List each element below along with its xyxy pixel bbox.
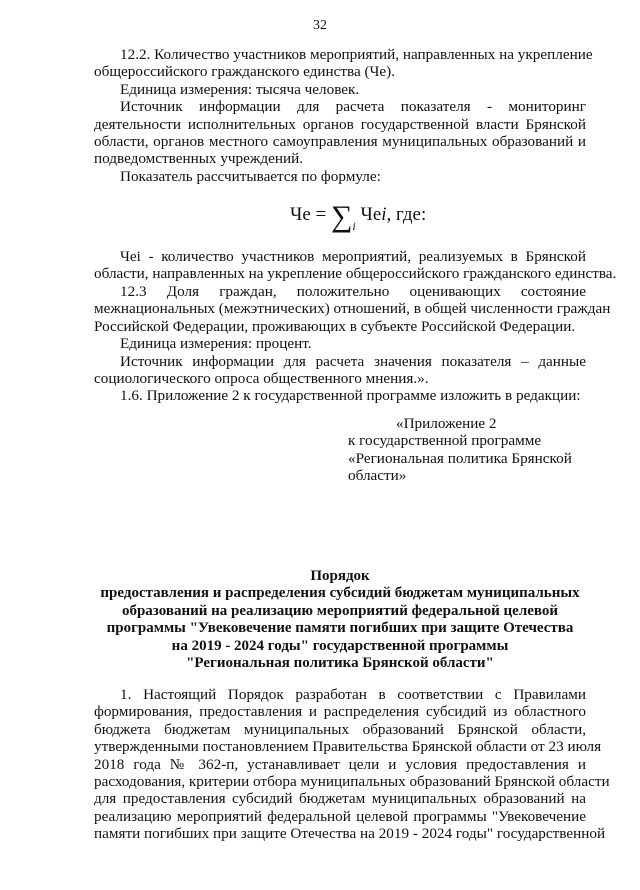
- indicator-12-2: [94, 46, 593, 185]
- title-line: предоставления и распределения субсидий бюджетам муниципальных: [100, 585, 580, 602]
- text-line: Источник информации для расчета показателя - мониторинг: [120, 98, 586, 116]
- title-line: программы "Увековечение памяти погибших при защите Отечества: [106, 620, 574, 637]
- text-line: области, органов местного самоуправления муниципальных образований и: [94, 133, 586, 151]
- title-line: "Региональная политика Брянской области": [186, 655, 494, 672]
- text-line: расходования, критерии отбора муниципальных образований Брянской области: [94, 773, 610, 791]
- text-line: для предоставления субсидий бюджетам муниципальных образований на: [94, 790, 586, 808]
- sigma-subscript: i: [352, 219, 356, 233]
- text-line: социологического опроса общественного мнения.».: [94, 370, 429, 388]
- text-line: деятельности исполнительных органов государственной власти Брянской: [94, 115, 586, 133]
- formula-intro: Показатель рассчитывается по формуле:: [120, 167, 381, 185]
- formula-term-index: i: [381, 204, 387, 225]
- text-line: 1. Настоящий Порядок разработан в соответствии с Правилами: [120, 686, 586, 703]
- formula-lhs: Че =: [290, 204, 327, 225]
- text-line: подведомственных учреждений.: [94, 150, 304, 168]
- formula: [290, 200, 426, 234]
- annex-header: [348, 415, 572, 485]
- text-line: Чеi - количество участников мероприятий, реализуемых в Брянской: [120, 248, 586, 265]
- title-line: образований на реализацию мероприятий федеральной целевой: [121, 602, 559, 619]
- formula-tail: , где:: [386, 204, 427, 225]
- paragraph-1: [94, 686, 610, 843]
- text-line: 12.3 Доля граждан, положительно оценивающих состояние: [120, 283, 586, 300]
- text-line: общероссийского гражданского единства (Че).: [94, 63, 396, 81]
- text-line: бюджета бюджетам муниципальных образований Брянской области,: [94, 720, 586, 738]
- section-title: [94, 568, 586, 672]
- text-line: области, направленных на укрепление общероссийского гражданского единства.: [94, 265, 617, 283]
- title-line: на 2019 - 2024 годы" государственной программы: [171, 637, 509, 654]
- unit-line: Единица измерения: тысяча человек.: [120, 80, 360, 98]
- text-line: утвержденными постановлением Правительства Брянской области от 23 июля: [94, 738, 602, 756]
- text-line: формирования, предоставления и распределения субсидий из областного: [94, 703, 586, 721]
- annex-line: области»: [348, 467, 407, 485]
- formula-term: Че: [360, 204, 382, 225]
- annex-line: «Региональная политика Брянской: [348, 449, 572, 467]
- text-line: памяти погибших при защите Отечества на 2019 - 2024 годы" государственной: [94, 825, 606, 843]
- text-line: 2018 года № 362-п, устанавливает цели и условия предоставления и: [94, 755, 586, 773]
- page-number: 32: [313, 18, 327, 33]
- indicator-12-3: [94, 283, 611, 405]
- unit-line: Единица измерения: процент.: [120, 335, 312, 353]
- text-line: межнациональных (межэтнических) отношений, в общей численности граждан: [94, 300, 611, 318]
- text-line: 12.2. Количество участников мероприятий, направленных на укрепление: [120, 46, 593, 63]
- item-1-6: 1.6. Приложение 2 к государственной программе изложить в редакции:: [120, 387, 581, 405]
- text-line: Российской Федерации, проживающих в субъекте Российской Федерации.: [94, 317, 576, 335]
- sigma-symbol: ∑: [331, 200, 353, 233]
- title-line: Порядок: [310, 568, 370, 584]
- text-line: реализацию мероприятий федеральной целевой программы "Увековечение: [94, 807, 586, 825]
- text-line: Источник информации для расчета значения показателя – данные: [120, 352, 586, 370]
- indicator-12-2-definition: [94, 248, 617, 283]
- annex-line: «Приложение 2: [396, 415, 497, 432]
- annex-line: к государственной программе: [348, 432, 542, 450]
